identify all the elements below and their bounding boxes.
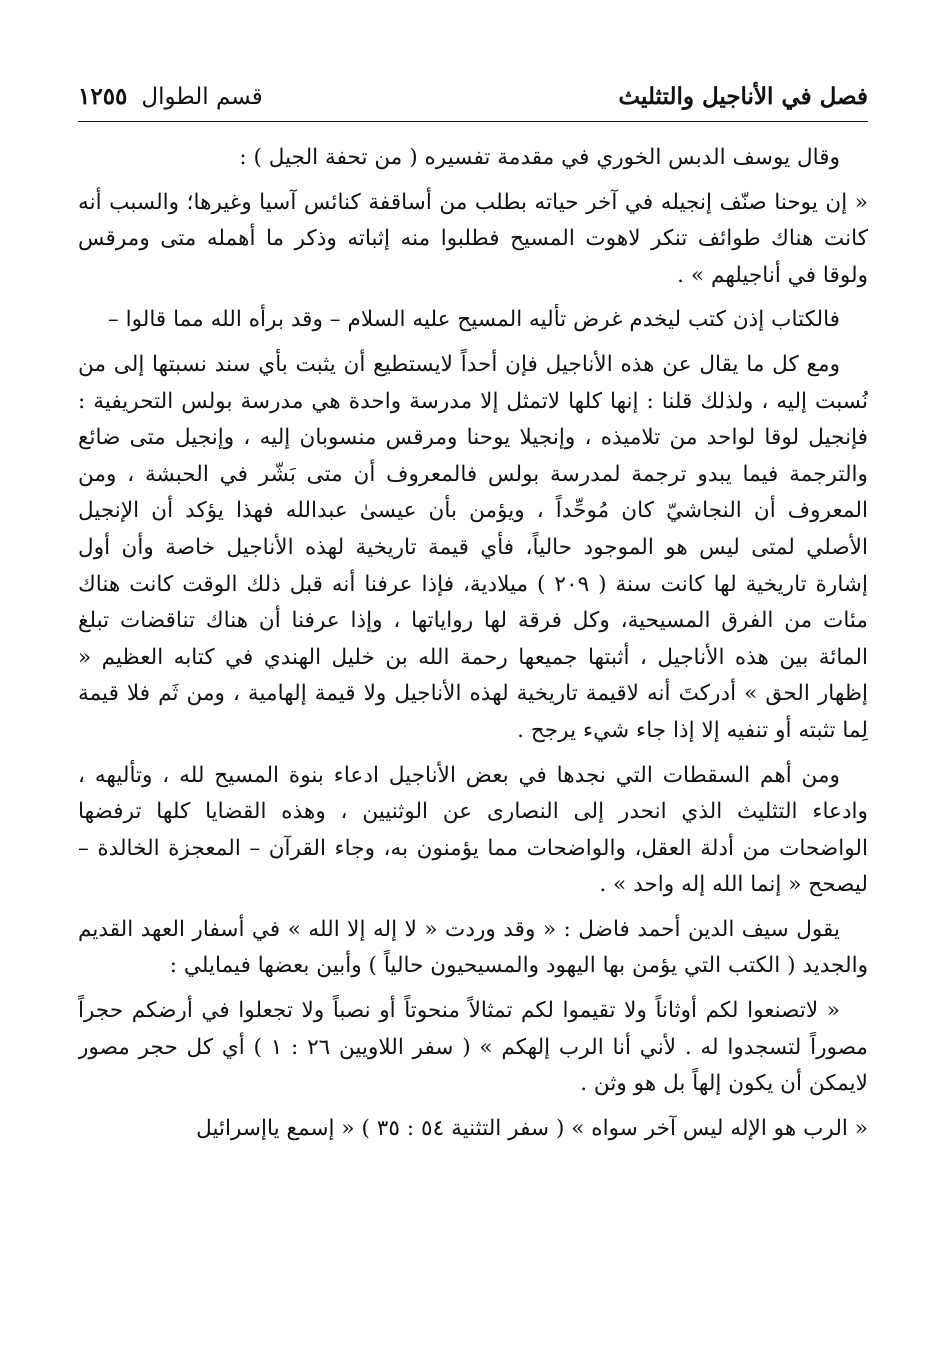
paragraph-deuteronomy-quote: « الرب هو الإله ليس آخر سواه » ( سفر التثنية ٥٤ : ٣٥ ) « إسمع ياإسرائيل <box>196 1115 868 1141</box>
paragraph-trinity-claims: ومن أهم السقطات التي نجدها في بعض الأناجيل ادعاء بنوة المسيح لله ، وتأليهه ، وادعاء التثليث الذي انحدر إلى النصارى عن الوثنيين ، وهذه القضايا كلها ترفضها الواضحات من أدلة العقل، والواضحات مما يؤمنون به، وجاء القرآن – المعجزة الخالدة – ليصحح « إنما الله إله واحد » . <box>78 762 868 898</box>
running-header <box>78 78 868 122</box>
book-page <box>78 78 868 1298</box>
paragraph-leviticus-quote: « لاتصنعوا لكم أوثاناً ولا تقيموا لكم تمثالاً منحوتاً أو نصباً ولا تجعلوا في أرضكم حجراً مصوراً لتسجدوا له . لأني أنا الرب إلهكم » ( سفر اللاويين ٢٦ : ١ ) أي كل حجر مصور لايمكن أن يكون إلهاً بل هو وثن . <box>78 998 868 1097</box>
paragraph-dibs-intro: وقال يوسف الدبس الخوري في مقدمة تفسيره ( من تحفة الجيل ) : <box>239 145 840 170</box>
paragraph-john-quote: « إن يوحنا صنّف إنجيله في آخر حياته بطلب من أساقفة كنائس آسيا وغيرها؛ والسبب أنه كانت هناك طوائف تنكر لاهوت المسيح فطلبوا منه إثباته وذكر ما أهمله متى ومرقس ولوقا في أناجيلهم » . <box>78 189 868 288</box>
chapter-title: فصل في الأناجيل والتثليث <box>618 83 868 110</box>
page-number: ١٢٥٥ <box>78 83 128 110</box>
body-text <box>78 140 868 1147</box>
header-left-group <box>78 83 263 110</box>
paragraph-gospels-history: ومع كل ما يقال عن هذه الأناجيل فإن أحداً لايستطيع أن يثبت بأي سند نسبتها إلى من نُسبت إليه ، ولذلك قلنا : إنها كلها لاتمثل إلا مدرسة واحدة هي مدرسة بولس التحريفية : فإنجيل لوقا لواحد من تلاميذه ، وإنجيلا يوحنا ومرقس منسوبان إليه ، وإنجيل متى ضائع والترجمة فيما يبدو ترجمة لمدرسة بولس فالمعروف أن متى بَشّر في الحبشة ، ومن المعروف أن النجاشيّ كان مُوحِّداً ، ويؤمن بأن عيسىٰ عبدالله فهذا يؤكد أن الإنجيل الأصلي لمتى ليس هو الموجود حالياً، فأي قيمة تاريخية لهذه الأناجيل خاصة وأن أول إشارة تاريخية لها كانت سنة ( ٢٠٩ ) ميلادية، فإذا عرفنا أنه قبل ذلك الوقت كانت هناك مئات من الفرق المسيحية، وكل فرقة لها رواياتها ، وإذا عرفنا أن هناك تناقضات تبلغ المائة بين هذه الأناجيل ، أثبتها جميعها رحمة الله بن خليل الهندي في كتابه العظيم « إظهار الحق » أدركتَ أنه لاقيمة تاريخية لهذه الأناجيل ولا قيمة إلهامية ، ومن ثَم فلا قيمة لِما تثبته أو تنفيه إلا إذا جاء شيء يرجح . <box>78 351 868 743</box>
section-name: قسم الطوال <box>141 83 263 110</box>
paragraph-book-purpose: فالكتاب إذن كتب ليخدم غرض تأليه المسيح عليه السلام – وقد برأه الله مما قالوا – <box>107 307 840 333</box>
paragraph-saif-quote: يقول سيف الدين أحمد فاضل : « وقد وردت « لا إله إلا الله » في أسفار العهد القديم والجديد ( الكتب التي يؤمن بها اليهود والمسيحيون حالياً ) وأبين بعضها فيمايلي : <box>78 916 868 979</box>
